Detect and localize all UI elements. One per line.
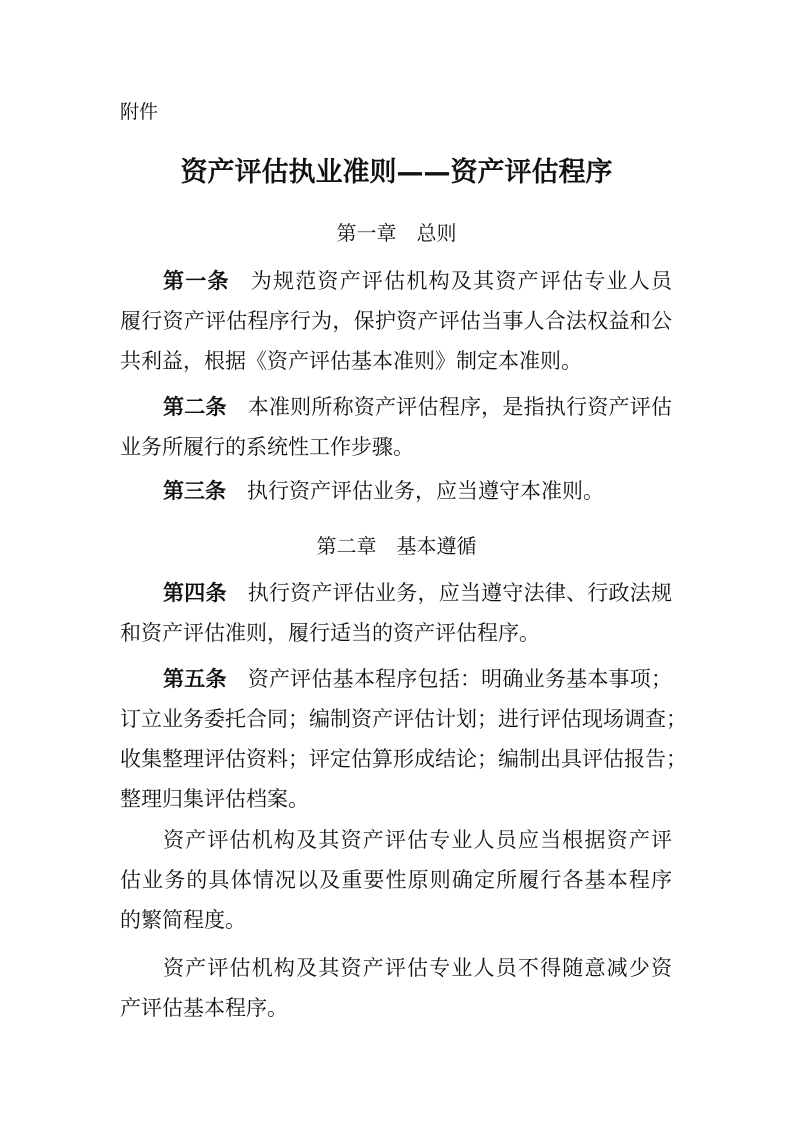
article-4 (163, 581, 672, 605)
chapter-1-heading: 第一章 总则 (336, 221, 457, 245)
attachment-label: 附件 (120, 101, 159, 123)
article-text-line: 订立业务委托合同；编制资产评估计划；进行评估现场调查； (120, 707, 687, 731)
article-text: 为规范资产评估机构及其资产评估专业人员 (250, 269, 673, 293)
article-3 (163, 479, 672, 503)
paragraph-line: 产评估基本程序。 (120, 996, 288, 1020)
article-label: 第一条 (163, 269, 230, 293)
article-1 (163, 269, 672, 293)
paragraph-line: 资产评估机构及其资产评估专业人员不得随意减少资 (163, 956, 672, 980)
article-text: 资产评估基本程序包括：明确业务基本事项； (247, 667, 673, 691)
article-text-line: 履行资产评估程序行为，保护资产评估当事人合法权益和公 (120, 309, 672, 333)
paragraph-line: 的繁简程度。 (120, 908, 246, 932)
article-label: 第二条 (163, 395, 227, 419)
article-label: 第五条 (163, 667, 227, 691)
article-label: 第四条 (163, 581, 227, 605)
article-text: 执行资产评估业务，应当遵守本准则。 (247, 479, 604, 503)
article-text-line: 整理归集评估档案。 (120, 787, 309, 811)
article-text-line: 业务所履行的系统性工作步骤。 (120, 435, 414, 459)
chapter-2-heading: 第二章 基本遵循 (316, 534, 477, 558)
paragraph-line: 资产评估机构及其资产评估专业人员应当根据资产评 (163, 828, 672, 852)
article-text: 本准则所称资产评估程序，是指执行资产评估 (247, 395, 673, 419)
article-text: 执行资产评估业务，应当遵守法律、行政法规 (247, 581, 673, 605)
article-text-line: 共利益，根据《资产评估基本准则》制定本准则。 (120, 349, 582, 373)
paragraph-line: 估业务的具体情况以及重要性原则确定所履行各基本程序 (120, 868, 672, 892)
article-text-line: 收集整理评估资料；评定估算形成结论；编制出具评估报告； (120, 747, 687, 771)
document-title: 资产评估执业准则——资产评估程序 (180, 157, 613, 188)
article-text-line: 和资产评估准则，履行适当的资产评估程序。 (120, 621, 540, 645)
article-label: 第三条 (163, 479, 226, 503)
article-5 (163, 667, 672, 691)
article-2 (163, 395, 672, 419)
